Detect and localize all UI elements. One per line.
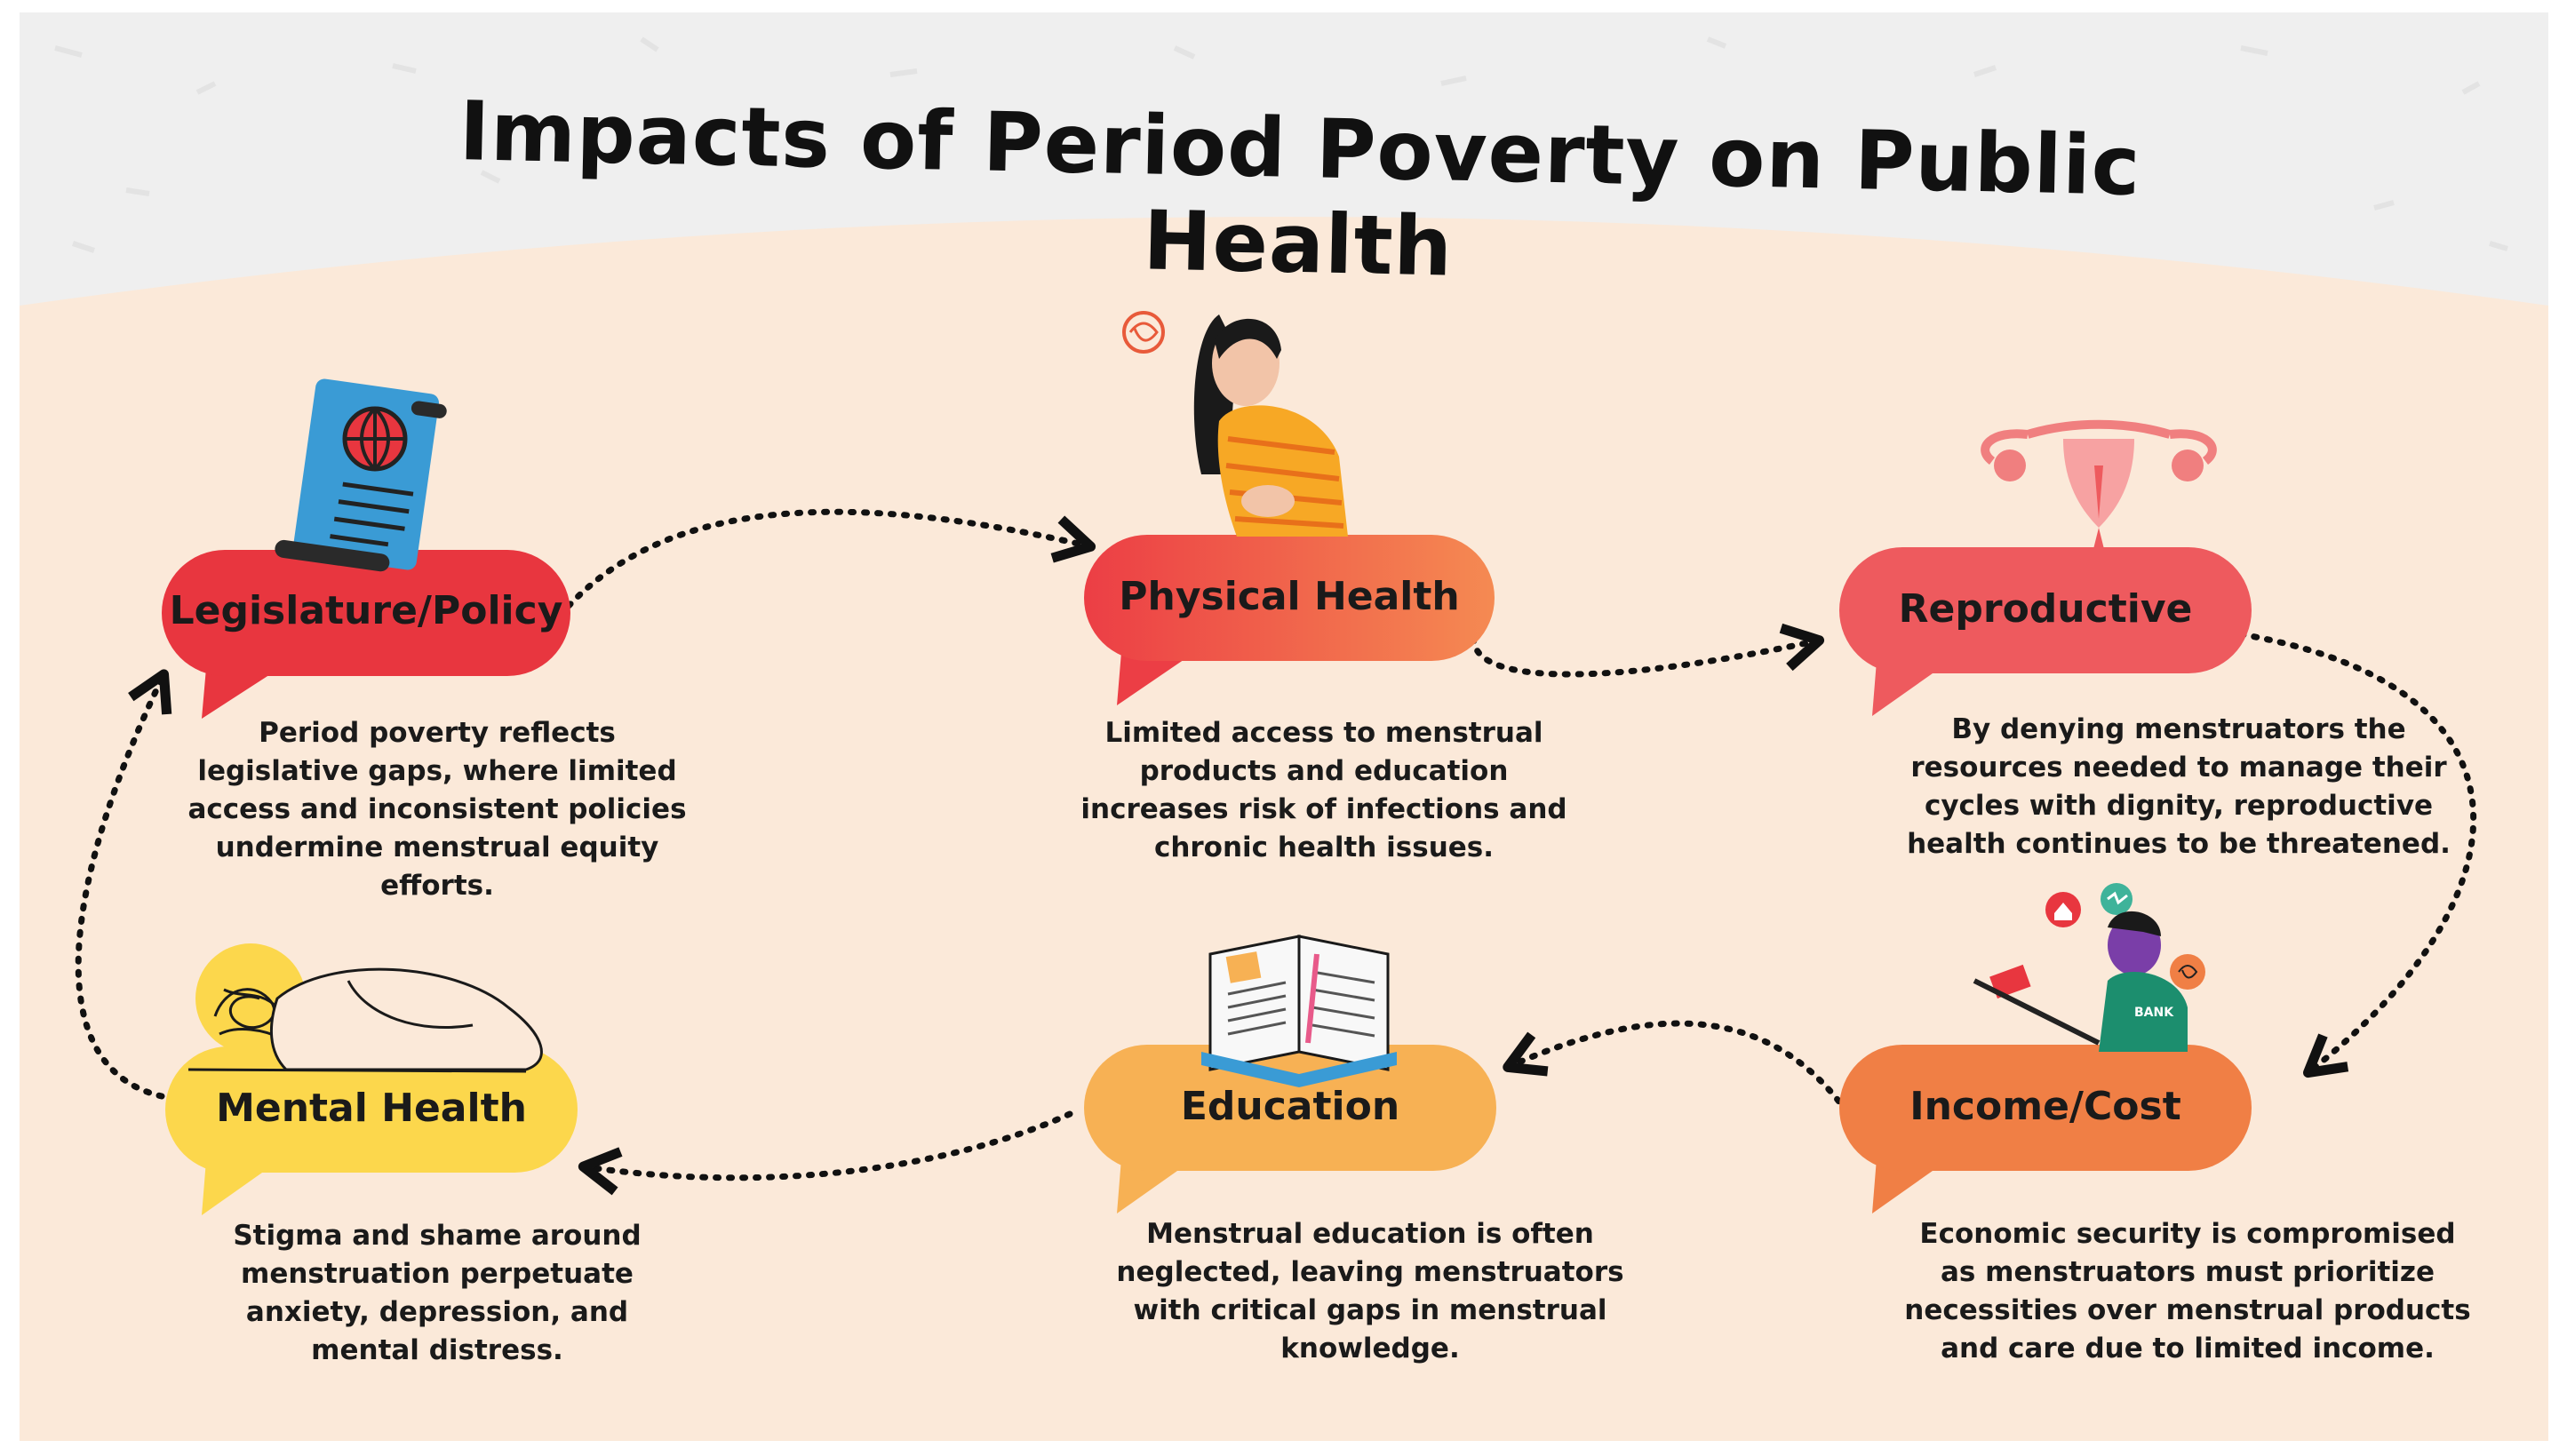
- desc-line: legislative gaps, where limited: [197, 755, 677, 787]
- desc-line: and care due to limited income.: [1941, 1333, 2435, 1365]
- desc-line: resources needed to manage their: [1910, 752, 2447, 784]
- node-description-income: [1903, 1215, 2472, 1368]
- node-label-mental: Mental Health: [216, 1086, 527, 1131]
- desc-line: health continues to be threatened.: [1907, 828, 2451, 860]
- desc-line: chronic health issues.: [1153, 831, 1495, 863]
- desc-line: as menstruators must prioritize: [1940, 1256, 2435, 1288]
- node-description-mental: [197, 1217, 677, 1370]
- desc-line: access and inconsistent policies: [187, 793, 687, 825]
- desc-line: efforts.: [380, 870, 494, 902]
- node-description-reproductive: [1903, 711, 2454, 863]
- desc-line: with critical gaps in menstrual: [1133, 1294, 1607, 1326]
- node-label-reproductive: Reproductive: [1898, 586, 2193, 632]
- node-description-physical: [1057, 714, 1590, 867]
- desc-line: knowledge.: [1280, 1333, 1460, 1365]
- bank-card-text: BANK: [2134, 1006, 2174, 1020]
- node-description-education: [1104, 1215, 1637, 1368]
- node-label-income: Income/Cost: [1909, 1084, 2181, 1129]
- desc-line: menstruation perpetuate: [241, 1258, 634, 1290]
- desc-line: neglected, leaving menstruators: [1116, 1256, 1624, 1288]
- desc-line: products and education: [1139, 755, 1509, 787]
- desc-line: Limited access to menstrual: [1104, 717, 1543, 749]
- desc-line: Economic security is compromised: [1919, 1218, 2456, 1250]
- node-description-legislature: [179, 714, 695, 905]
- desc-line: cycles with dignity, reproductive: [1924, 790, 2434, 822]
- desc-line: necessities over menstrual products: [1904, 1294, 2471, 1326]
- desc-line: Menstrual education is often: [1146, 1218, 1594, 1250]
- node-label-education: Education: [1180, 1084, 1400, 1129]
- desc-line: undermine menstrual equity: [215, 831, 659, 863]
- node-label-physical: Physical Health: [1119, 574, 1460, 619]
- node-label-legislature: Legislature/Policy: [169, 588, 563, 633]
- infographic-canvas: [20, 12, 2548, 1441]
- page-title: Impacts of Period Poverty on Public Health: [458, 84, 2142, 295]
- desc-line: By denying menstruators the: [1951, 713, 2406, 745]
- desc-line: mental distress.: [311, 1334, 563, 1366]
- desc-line: Stigma and shame around: [233, 1220, 642, 1252]
- desc-line: increases risk of infections and: [1080, 793, 1567, 825]
- desc-line: anxiety, depression, and: [245, 1296, 629, 1328]
- desc-line: Period poverty reflects: [259, 717, 616, 749]
